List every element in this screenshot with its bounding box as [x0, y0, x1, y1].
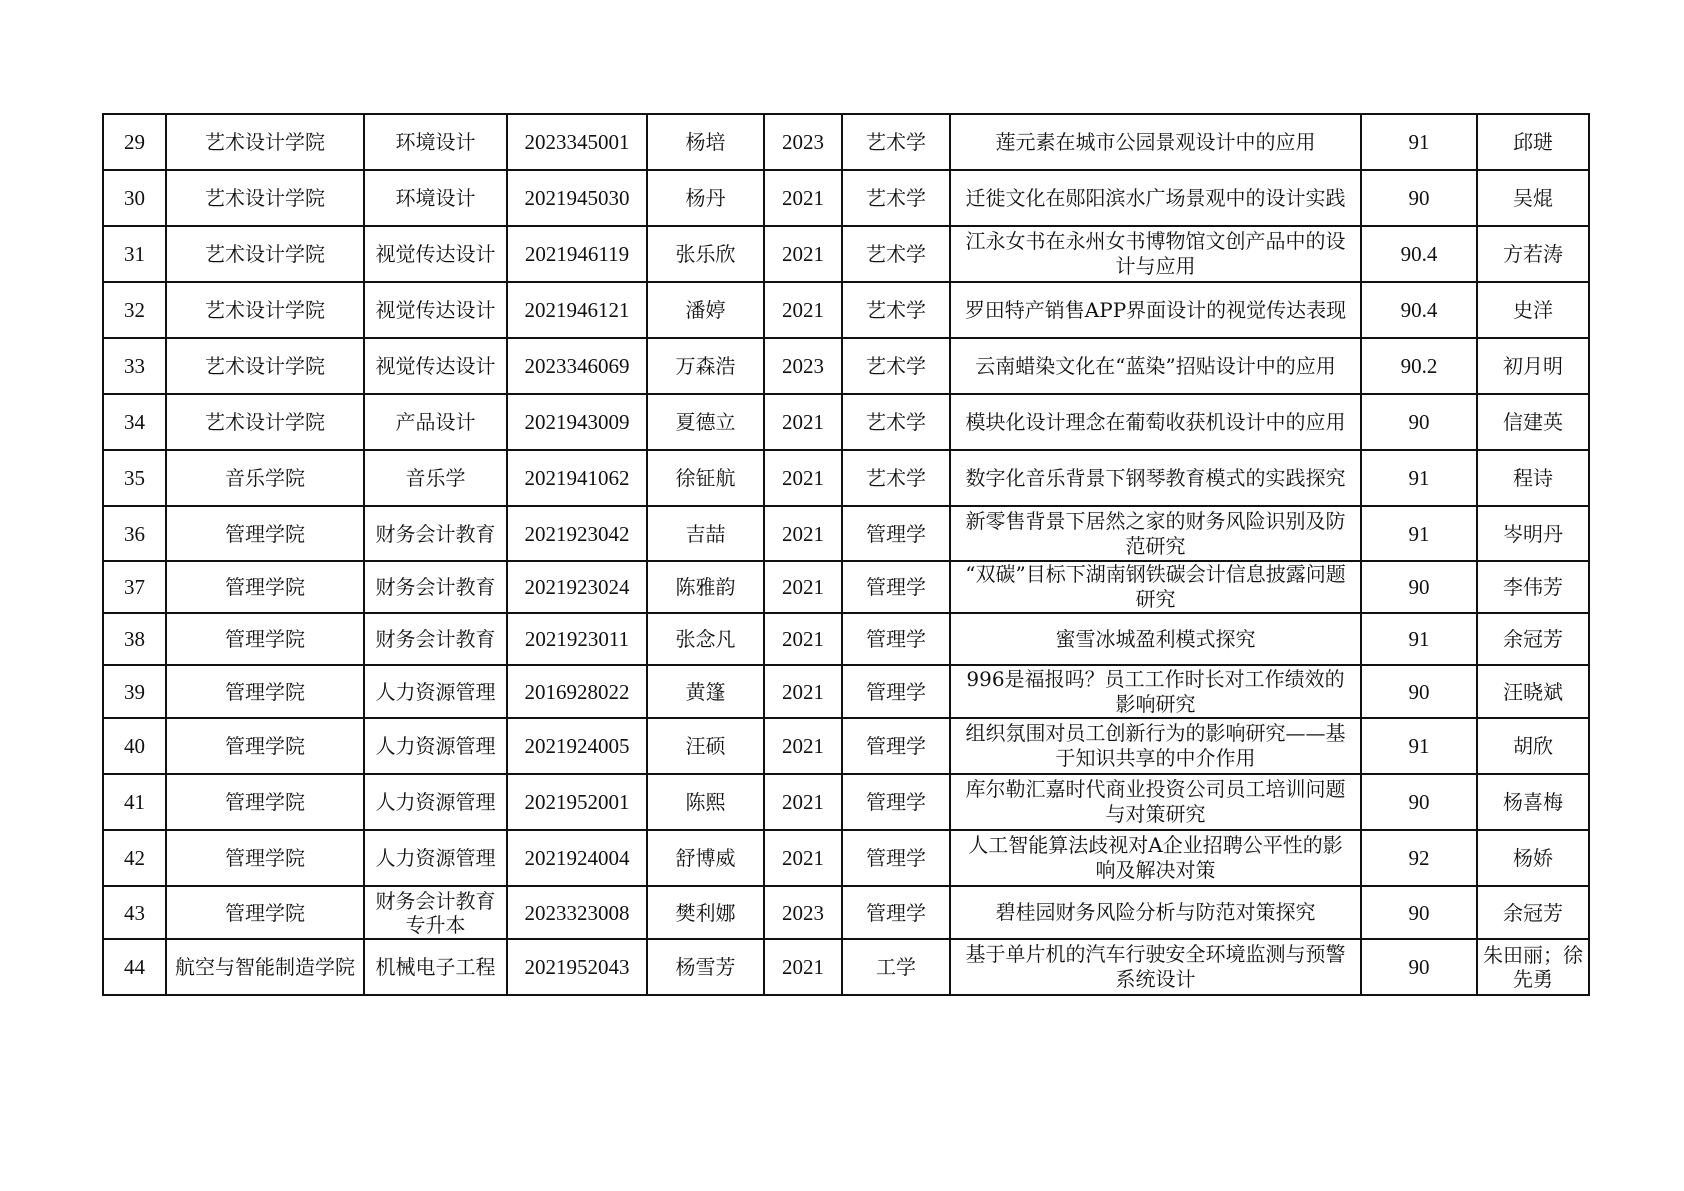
row-number-cell: 34 — [103, 394, 166, 450]
discipline-cell: 管理学 — [842, 506, 950, 561]
major-cell: 财务会计教育 — [364, 506, 507, 561]
table-row — [103, 886, 1589, 939]
thesis-title-cell: 云南蜡染文化在“蓝染”招贴设计中的应用 — [950, 338, 1361, 394]
student-name-cell: 舒博威 — [647, 830, 764, 886]
score-cell: 91 — [1361, 114, 1477, 170]
student-id-cell: 2021946121 — [507, 282, 647, 338]
advisor-cell: 岑明丹 — [1477, 506, 1589, 561]
advisor-cell: 汪晓斌 — [1477, 665, 1589, 718]
student-name-cell: 陈雅韵 — [647, 561, 764, 613]
student-name-cell: 黄篷 — [647, 665, 764, 718]
score-cell: 90.4 — [1361, 226, 1477, 282]
grade-cell: 2023 — [764, 886, 842, 939]
discipline-cell: 管理学 — [842, 830, 950, 886]
table-row — [103, 774, 1589, 830]
grade-cell: 2021 — [764, 939, 842, 995]
student-name-cell: 夏德立 — [647, 394, 764, 450]
advisor-cell: 方若涛 — [1477, 226, 1589, 282]
college-cell: 管理学院 — [166, 506, 364, 561]
student-name-cell: 吉喆 — [647, 506, 764, 561]
student-name-cell: 徐钲航 — [647, 450, 764, 506]
score-cell: 90 — [1361, 561, 1477, 613]
advisor-cell: 李伟芳 — [1477, 561, 1589, 613]
major-cell: 财务会计教育 — [364, 561, 507, 613]
score-cell: 92 — [1361, 830, 1477, 886]
score-cell: 90.4 — [1361, 282, 1477, 338]
table-row — [103, 282, 1589, 338]
student-name-cell: 汪硕 — [647, 718, 764, 774]
student-name-cell: 杨丹 — [647, 170, 764, 226]
grade-cell: 2021 — [764, 226, 842, 282]
major-cell: 财务会计教育 — [364, 613, 507, 665]
student-id-cell: 2023323008 — [507, 886, 647, 939]
college-cell: 艺术设计学院 — [166, 394, 364, 450]
score-cell: 91 — [1361, 450, 1477, 506]
score-cell: 90 — [1361, 939, 1477, 995]
thesis-title-cell: 碧桂园财务风险分析与防范对策探究 — [950, 886, 1361, 939]
score-cell: 90 — [1361, 394, 1477, 450]
student-name-cell: 张念凡 — [647, 613, 764, 665]
score-cell: 90.2 — [1361, 338, 1477, 394]
discipline-cell: 艺术学 — [842, 282, 950, 338]
major-cell: 环境设计 — [364, 170, 507, 226]
score-cell: 90 — [1361, 170, 1477, 226]
grade-cell: 2021 — [764, 613, 842, 665]
row-number-cell: 37 — [103, 561, 166, 613]
discipline-cell: 艺术学 — [842, 226, 950, 282]
student-name-cell: 杨雪芳 — [647, 939, 764, 995]
advisor-cell: 胡欣 — [1477, 718, 1589, 774]
major-cell: 视觉传达设计 — [364, 338, 507, 394]
student-name-cell: 张乐欣 — [647, 226, 764, 282]
major-cell: 产品设计 — [364, 394, 507, 450]
table-row — [103, 718, 1589, 774]
advisor-cell: 史洋 — [1477, 282, 1589, 338]
grade-cell: 2023 — [764, 114, 842, 170]
college-cell: 管理学院 — [166, 561, 364, 613]
grade-cell: 2021 — [764, 718, 842, 774]
student-id-cell: 2016928022 — [507, 665, 647, 718]
student-id-cell: 2021941062 — [507, 450, 647, 506]
table-row — [103, 338, 1589, 394]
college-cell: 音乐学院 — [166, 450, 364, 506]
student-id-cell: 2023345001 — [507, 114, 647, 170]
row-number-cell: 38 — [103, 613, 166, 665]
row-number-cell: 31 — [103, 226, 166, 282]
major-cell: 人力资源管理 — [364, 665, 507, 718]
advisor-cell: 朱田丽；徐先勇 — [1477, 939, 1589, 995]
major-cell: 人力资源管理 — [364, 774, 507, 830]
thesis-title-cell: 数字化音乐背景下钢琴教育模式的实践探究 — [950, 450, 1361, 506]
row-number-cell: 41 — [103, 774, 166, 830]
college-cell: 艺术设计学院 — [166, 170, 364, 226]
discipline-cell: 艺术学 — [842, 394, 950, 450]
student-id-cell: 2021923024 — [507, 561, 647, 613]
student-id-cell: 2021952043 — [507, 939, 647, 995]
student-name-cell: 万森浩 — [647, 338, 764, 394]
row-number-cell: 29 — [103, 114, 166, 170]
score-cell: 90 — [1361, 886, 1477, 939]
grade-cell: 2021 — [764, 282, 842, 338]
table-row — [103, 506, 1589, 561]
college-cell: 管理学院 — [166, 613, 364, 665]
grade-cell: 2021 — [764, 830, 842, 886]
college-cell: 管理学院 — [166, 830, 364, 886]
college-cell: 艺术设计学院 — [166, 114, 364, 170]
discipline-cell: 管理学 — [842, 561, 950, 613]
table-row — [103, 450, 1589, 506]
thesis-title-cell: 江永女书在永州女书博物馆文创产品中的设计与应用 — [950, 226, 1361, 282]
major-cell: 机械电子工程 — [364, 939, 507, 995]
discipline-cell: 管理学 — [842, 613, 950, 665]
discipline-cell: 管理学 — [842, 718, 950, 774]
college-cell: 管理学院 — [166, 774, 364, 830]
thesis-title-cell: 基于单片机的汽车行驶安全环境监测与预警系统设计 — [950, 939, 1361, 995]
college-cell: 艺术设计学院 — [166, 338, 364, 394]
major-cell: 财务会计教育专升本 — [364, 886, 507, 939]
score-cell: 90 — [1361, 665, 1477, 718]
row-number-cell: 36 — [103, 506, 166, 561]
row-number-cell: 33 — [103, 338, 166, 394]
discipline-cell: 艺术学 — [842, 170, 950, 226]
thesis-title-cell: 组织氛围对员工创新行为的影响研究——基于知识共享的中介作用 — [950, 718, 1361, 774]
discipline-cell: 管理学 — [842, 665, 950, 718]
thesis-title-cell: 模块化设计理念在葡萄收获机设计中的应用 — [950, 394, 1361, 450]
table-row — [103, 830, 1589, 886]
discipline-cell: 管理学 — [842, 774, 950, 830]
thesis-title-cell: 迁徙文化在郧阳滨水广场景观中的设计实践 — [950, 170, 1361, 226]
thesis-title-cell: 人工智能算法歧视对A企业招聘公平性的影响及解决对策 — [950, 830, 1361, 886]
discipline-cell: 艺术学 — [842, 450, 950, 506]
thesis-award-table — [102, 113, 1590, 996]
college-cell: 管理学院 — [166, 886, 364, 939]
table-row — [103, 665, 1589, 718]
student-name-cell: 樊利娜 — [647, 886, 764, 939]
major-cell: 环境设计 — [364, 114, 507, 170]
discipline-cell: 艺术学 — [842, 114, 950, 170]
score-cell: 90 — [1361, 774, 1477, 830]
college-cell: 航空与智能制造学院 — [166, 939, 364, 995]
thesis-title-cell: “双碳”目标下湖南钢铁碳会计信息披露问题研究 — [950, 561, 1361, 613]
student-id-cell: 2021943009 — [507, 394, 647, 450]
student-name-cell: 杨培 — [647, 114, 764, 170]
student-id-cell: 2021945030 — [507, 170, 647, 226]
score-cell: 91 — [1361, 506, 1477, 561]
score-cell: 91 — [1361, 718, 1477, 774]
thesis-title-cell: 996是福报吗？员工工作时长对工作绩效的影响研究 — [950, 665, 1361, 718]
table-row — [103, 170, 1589, 226]
discipline-cell: 管理学 — [842, 886, 950, 939]
advisor-cell: 邱琎 — [1477, 114, 1589, 170]
grade-cell: 2021 — [764, 394, 842, 450]
advisor-cell: 余冠芳 — [1477, 886, 1589, 939]
college-cell: 管理学院 — [166, 665, 364, 718]
college-cell: 艺术设计学院 — [166, 282, 364, 338]
college-cell: 艺术设计学院 — [166, 226, 364, 282]
row-number-cell: 42 — [103, 830, 166, 886]
table-row — [103, 394, 1589, 450]
major-cell: 人力资源管理 — [364, 718, 507, 774]
advisor-cell: 杨娇 — [1477, 830, 1589, 886]
row-number-cell: 44 — [103, 939, 166, 995]
discipline-cell: 艺术学 — [842, 338, 950, 394]
major-cell: 人力资源管理 — [364, 830, 507, 886]
table-body — [103, 114, 1589, 995]
grade-cell: 2021 — [764, 170, 842, 226]
thesis-title-cell: 蜜雪冰城盈利模式探究 — [950, 613, 1361, 665]
student-id-cell: 2021952001 — [507, 774, 647, 830]
table-row — [103, 613, 1589, 665]
grade-cell: 2023 — [764, 338, 842, 394]
student-id-cell: 2021946119 — [507, 226, 647, 282]
row-number-cell: 35 — [103, 450, 166, 506]
table-row — [103, 114, 1589, 170]
thesis-title-cell: 新零售背景下居然之家的财务风险识别及防范研究 — [950, 506, 1361, 561]
advisor-cell: 杨喜梅 — [1477, 774, 1589, 830]
advisor-cell: 程诗 — [1477, 450, 1589, 506]
thesis-title-cell: 罗田特产销售APP界面设计的视觉传达表现 — [950, 282, 1361, 338]
major-cell: 视觉传达设计 — [364, 282, 507, 338]
student-name-cell: 潘婷 — [647, 282, 764, 338]
score-cell: 91 — [1361, 613, 1477, 665]
discipline-cell: 工学 — [842, 939, 950, 995]
thesis-title-cell: 莲元素在城市公园景观设计中的应用 — [950, 114, 1361, 170]
table-row — [103, 939, 1589, 995]
row-number-cell: 30 — [103, 170, 166, 226]
student-id-cell: 2023346069 — [507, 338, 647, 394]
advisor-cell: 余冠芳 — [1477, 613, 1589, 665]
thesis-title-cell: 库尔勒汇嘉时代商业投资公司员工培训问题与对策研究 — [950, 774, 1361, 830]
row-number-cell: 39 — [103, 665, 166, 718]
grade-cell: 2021 — [764, 561, 842, 613]
advisor-cell: 初月明 — [1477, 338, 1589, 394]
row-number-cell: 40 — [103, 718, 166, 774]
table-row — [103, 226, 1589, 282]
advisor-cell: 吴焜 — [1477, 170, 1589, 226]
student-id-cell: 2021923011 — [507, 613, 647, 665]
grade-cell: 2021 — [764, 506, 842, 561]
student-id-cell: 2021924005 — [507, 718, 647, 774]
row-number-cell: 32 — [103, 282, 166, 338]
grade-cell: 2021 — [764, 774, 842, 830]
table-row — [103, 561, 1589, 613]
student-name-cell: 陈熙 — [647, 774, 764, 830]
grade-cell: 2021 — [764, 665, 842, 718]
student-id-cell: 2021923042 — [507, 506, 647, 561]
advisor-cell: 信建英 — [1477, 394, 1589, 450]
college-cell: 管理学院 — [166, 718, 364, 774]
major-cell: 音乐学 — [364, 450, 507, 506]
student-id-cell: 2021924004 — [507, 830, 647, 886]
grade-cell: 2021 — [764, 450, 842, 506]
row-number-cell: 43 — [103, 886, 166, 939]
major-cell: 视觉传达设计 — [364, 226, 507, 282]
